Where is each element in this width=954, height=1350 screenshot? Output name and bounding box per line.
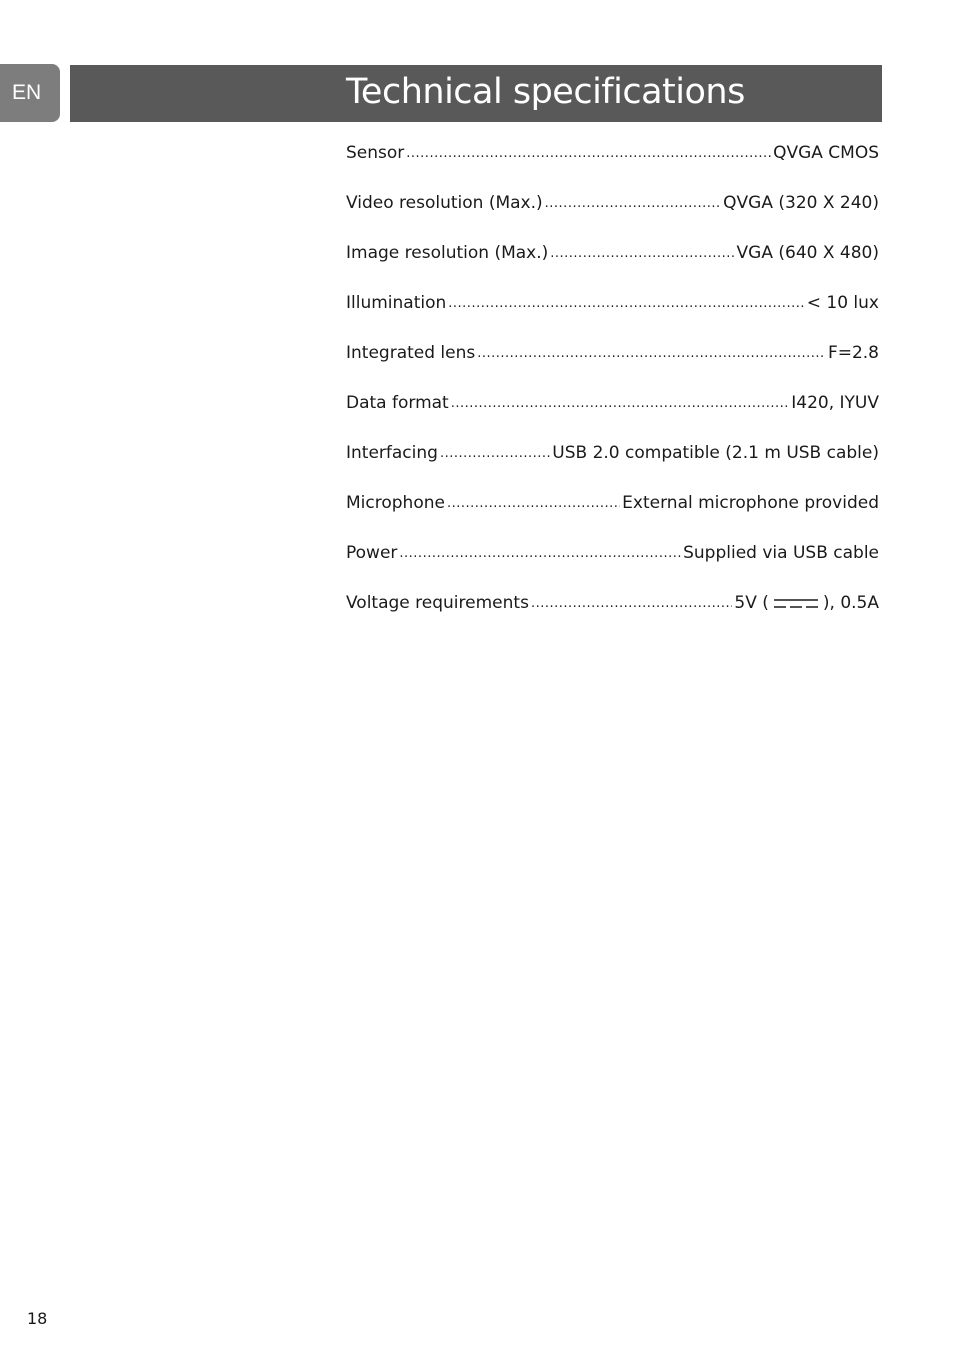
spec-value: VGA (640 X 480)	[736, 243, 879, 263]
dot-leader	[550, 246, 734, 261]
spec-label: Voltage requirements	[346, 593, 529, 613]
dot-leader	[531, 596, 732, 611]
spec-value: QVGA (320 X 240)	[723, 193, 879, 213]
spec-row-video-resolution	[346, 178, 879, 228]
spec-label: Interfacing	[346, 443, 438, 463]
spec-value: USB 2.0 compatible (2.1 m USB cable)	[552, 443, 879, 463]
spec-label: Integrated lens	[346, 343, 476, 363]
spec-row-power	[346, 528, 879, 578]
dot-leader	[440, 446, 550, 461]
dot-leader	[451, 396, 790, 411]
title-bar	[70, 65, 882, 122]
dot-leader	[545, 196, 722, 211]
spec-label: Sensor	[346, 143, 405, 163]
spec-value-suffix: ), 0.5A	[822, 593, 879, 613]
spec-label: Microphone	[346, 493, 445, 513]
dot-leader	[448, 296, 804, 311]
dot-leader	[447, 496, 620, 511]
spec-row-data-format	[346, 378, 879, 428]
page-number: 18	[27, 1309, 48, 1328]
spec-label: Illumination	[346, 293, 447, 313]
spec-row-integrated-lens	[346, 328, 879, 378]
spec-label: Image resolution (Max.)	[346, 243, 549, 263]
spec-label: Data format	[346, 393, 449, 413]
spec-value: I420, IYUV	[791, 393, 879, 413]
spec-value-prefix: 5V (	[734, 593, 769, 613]
language-tab: EN	[0, 64, 60, 122]
spec-value	[734, 593, 879, 613]
spec-value: < 10 lux	[806, 293, 879, 313]
spec-row-interfacing	[346, 428, 879, 478]
spec-value: Supplied via USB cable	[683, 543, 879, 563]
spec-value: External microphone provided	[622, 493, 879, 513]
spec-row-sensor	[346, 128, 879, 178]
spec-label: Power	[346, 543, 398, 563]
spec-value: F=2.8	[827, 343, 879, 363]
spec-row-image-resolution	[346, 228, 879, 278]
dot-leader	[406, 146, 771, 161]
spec-row-illumination	[346, 278, 879, 328]
spec-row-voltage-requirements	[346, 578, 879, 628]
dot-leader	[399, 546, 681, 561]
page-title: Technical specifications	[346, 72, 745, 112]
dot-leader	[477, 346, 826, 361]
spec-list	[346, 128, 879, 628]
dc-current-icon	[773, 596, 819, 610]
spec-label: Video resolution (Max.)	[346, 193, 543, 213]
spec-row-microphone	[346, 478, 879, 528]
spec-value: QVGA CMOS	[773, 143, 879, 163]
